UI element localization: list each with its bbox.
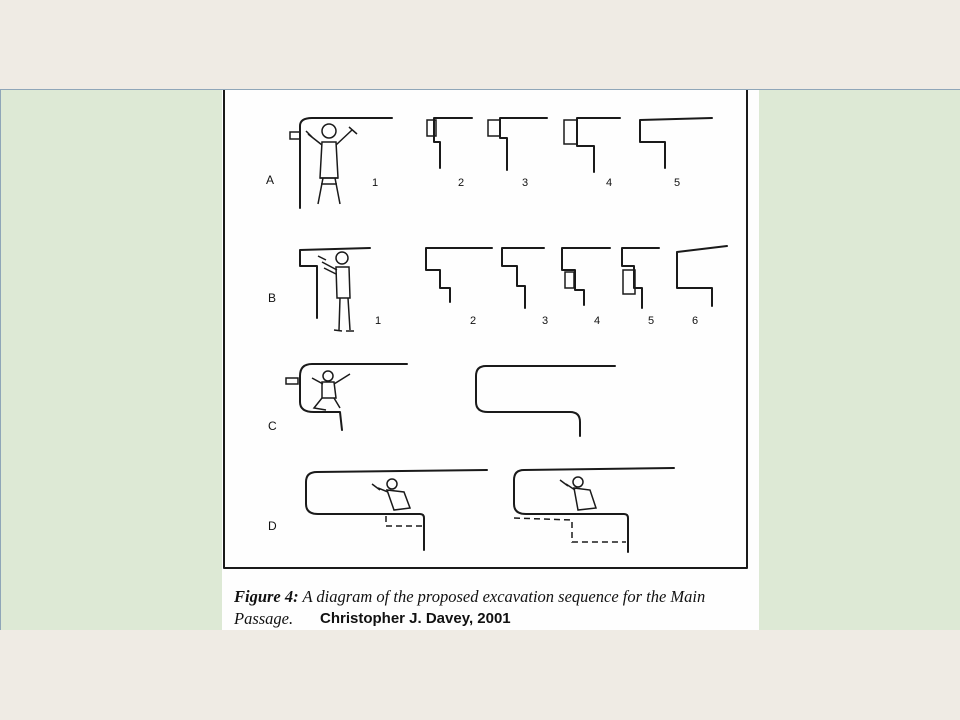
step-label-a5: 5: [674, 177, 681, 189]
passage-outline-a2: [434, 118, 472, 168]
row-label-d: D: [268, 519, 277, 533]
row-label-b: B: [268, 291, 277, 305]
rock-blocks-a3: [488, 120, 500, 136]
dashed-floor-d1: [386, 516, 422, 526]
chamber-outline-c1: [300, 364, 407, 430]
passage-outline-b6: [677, 246, 727, 306]
chamber-outline-c2: [476, 366, 615, 436]
step-label-b4: 4: [594, 315, 601, 327]
excavation-diagram: [222, 90, 759, 630]
row-label-c: C: [268, 419, 277, 433]
worker-figure-d1: [372, 479, 410, 510]
step-label-b6: 6: [692, 315, 699, 327]
figure-frame: [224, 90, 747, 568]
passage-outline-a1: [300, 118, 392, 208]
worker-figure-b1: [318, 252, 354, 331]
step-label-a1: 1: [372, 177, 379, 189]
excavation-figure: [222, 90, 759, 630]
worker-figure-d2: [560, 477, 596, 510]
dashed-floor-d2: [514, 518, 626, 542]
rock-blocks-a4: [564, 120, 577, 144]
step-label-b1: 1: [375, 315, 382, 327]
passage-outline-a3: [500, 118, 547, 170]
passage-outline-b3: [502, 248, 544, 308]
worker-figure-c1: [286, 371, 350, 410]
step-label-b3: 3: [542, 315, 549, 327]
step-label-b2: 2: [470, 315, 477, 327]
rock-blocks-b4: [565, 272, 574, 288]
passage-outline-b2: [426, 248, 492, 302]
figure-credit: Christopher J. Davey, 2001: [320, 610, 511, 627]
passage-outline-b5: [622, 248, 659, 308]
passage-outline-a4: [577, 118, 620, 172]
step-label-a2: 2: [458, 177, 465, 189]
step-label-a4: 4: [606, 177, 613, 189]
step-label-b5: 5: [648, 315, 655, 327]
passage-outline-d2: [514, 468, 674, 552]
passage-outline-b1: [300, 248, 370, 318]
step-label-a3: 3: [522, 177, 529, 189]
row-label-a: A: [266, 173, 275, 187]
caption-prefix: Figure 4:: [234, 587, 299, 606]
caption-text: A diagram of the proposed excavation sequence for the Main Passage.: [234, 587, 706, 628]
passage-outline-b4: [562, 248, 610, 305]
passage-outline-a5: [640, 118, 712, 168]
